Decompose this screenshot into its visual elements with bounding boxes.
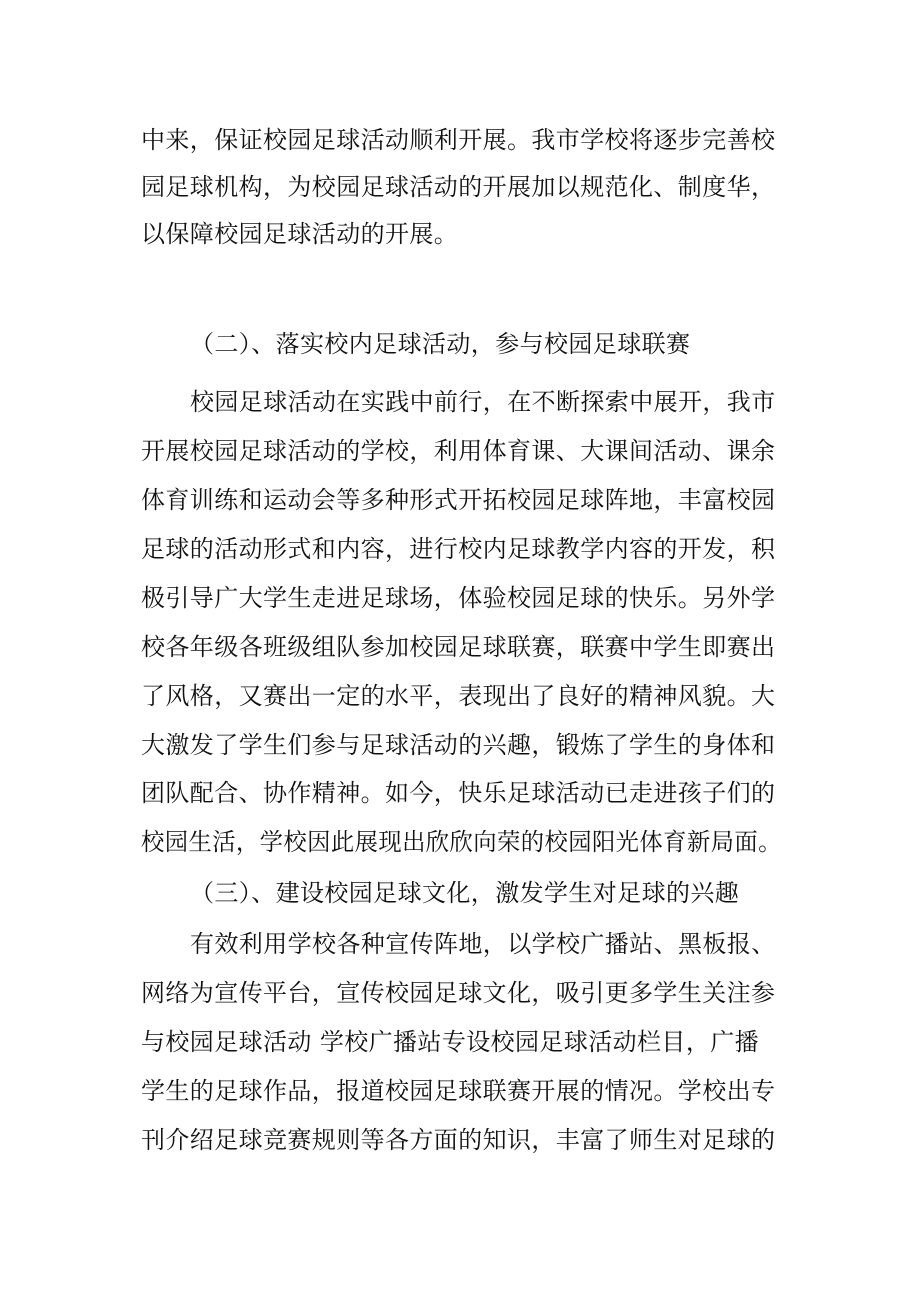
- paragraph-1-line-3: 以保障校园足球活动的开展。: [141, 220, 459, 248]
- paragraph-3-line-2: 网络为宣传平台，宣传校园足球文化，吸引更多学生关注参: [141, 979, 776, 1007]
- paragraph-2-line-1: 校园足球活动在实践中前行，在不断探索中展开，我市: [190, 388, 776, 416]
- paragraph-1-line-2: 园足球机构，为校园足球活动的开展加以规范化、制度华，: [141, 173, 776, 201]
- paragraph-2-line-6: 校各年级各班级组队参加校园足球联赛，联赛中学生即赛出: [141, 633, 776, 661]
- section-heading-2: （二）、落实校内足球活动，参与校园足球联赛: [190, 330, 691, 358]
- paragraph-1-line-1: 中来，保证校园足球活动顺利开展。我市学校将逐步完善校: [141, 126, 776, 154]
- section-heading-3: （三）、建设校园足球文化，激发学生对足球的兴趣: [190, 879, 740, 907]
- paragraph-2-line-2: 开展校园足球活动的学校，利用体育课、大课间活动、课余: [141, 437, 776, 465]
- paragraph-3-line-1: 有效利用学校各种宣传阵地，以学校广播站、黑板报、: [190, 930, 776, 958]
- paragraph-2-line-4: 足球的活动形式和内容，进行校内足球教学内容的开发，积: [141, 535, 776, 563]
- paragraph-2-line-7: 了风格，又赛出一定的水平，表现出了良好的精神风貌。大: [141, 682, 776, 710]
- paragraph-3-line-4: 学生的足球作品，报道校园足球联赛开展的情况。学校出专: [141, 1077, 776, 1105]
- paragraph-2-line-5: 极引导广大学生走进足球场，体验校园足球的快乐。另外学: [141, 584, 776, 612]
- paragraph-3-line-5: 刊介绍足球竞赛规则等各方面的知识，丰富了师生对足球的: [141, 1126, 776, 1154]
- paragraph-2-line-10: 校园生活，学校因此展现出欣欣向荣的校园阳光体育新局面。: [141, 828, 782, 856]
- paragraph-2-line-9: 团队配合、协作精神。如今，快乐足球活动已走进孩子们的: [141, 779, 776, 807]
- paragraph-2-line-8: 大激发了学生们参与足球活动的兴趣，锻炼了学生的身体和: [141, 731, 776, 759]
- paragraph-3-line-3: 与校园足球活动 学校广播站专设校园足球活动栏目，广播: [141, 1028, 760, 1056]
- paragraph-2-line-3: 体育训练和运动会等多种形式开拓校园足球阵地，丰富校园: [141, 486, 776, 514]
